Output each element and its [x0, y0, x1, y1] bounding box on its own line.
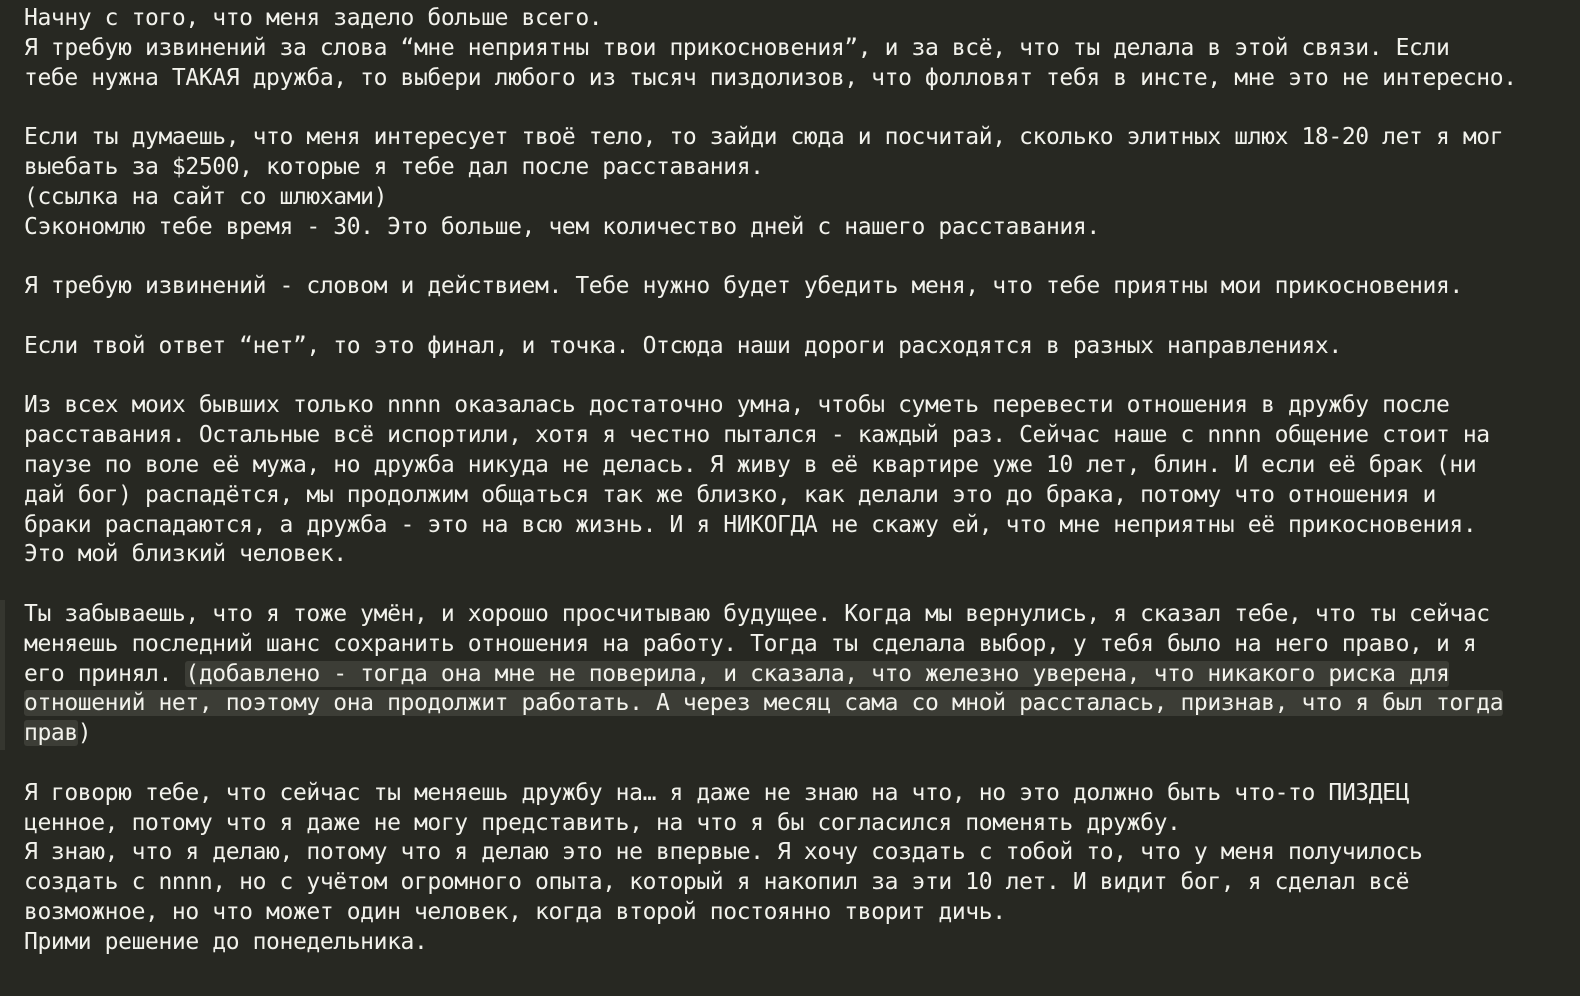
- text-line[interactable]: Ты забываешь, что я тоже умён, и хорошо просчитываю будущее. Когда мы вернулись, я сказал тебе, что ты сейчас: [24, 600, 1490, 627]
- text-line[interactable]: [24, 242, 1580, 272]
- text-line[interactable]: Начну с того, что меня задело больше всего.: [24, 5, 603, 31]
- text-line[interactable]: Если твой ответ “нет”, то это финал, и точка. Отсюда наши дороги расходятся в разных направлениях.: [24, 332, 1342, 359]
- text-line[interactable]: Я требую извинений - словом и действием. Тебе нужно будет убедить меня, что тебе приятны мои прикосновения.: [24, 273, 1463, 300]
- text-line[interactable]: Если ты думаешь, что меня интересует твоё тело, то зайди сюда и посчитай, сколько элитных шлюх 18-20 лет я мог: [24, 124, 1504, 151]
- text-line[interactable]: тебе нужна ТАКАЯ дружба, то выбери любого из тысяч пиздолизов, что фолловят тебя в инсте, мне это не интересно.: [24, 64, 1517, 91]
- text-line[interactable]: Это мой близкий человек.: [24, 541, 347, 568]
- text-line[interactable]: меняешь последний шанс сохранить отношения на работу. Тогда ты сделала выбор, у тебя было на него право, и я: [24, 630, 1477, 657]
- text-line[interactable]: [24, 749, 1580, 779]
- text-line[interactable]: выебать за $2500, которые я тебе дал после расставания.: [24, 153, 764, 180]
- text-line-partially-selected[interactable]: [24, 660, 1580, 690]
- text-line[interactable]: браки распадаются, а дружба - это на всю жизнь. И я НИКОГДА не скажу ей, что мне неприятны её прикосновения.: [24, 511, 1477, 538]
- text-line[interactable]: (ссылка на сайт со шлюхами): [24, 183, 388, 210]
- text-line[interactable]: Я говорю тебе, что сейчас ты меняешь дружбу на… я даже не знаю на что, но это должно быть что-то ПИЗДЕЦ: [24, 779, 1410, 806]
- text-line[interactable]: создать с nnnn, но с учётом огромного опыта, который я накопил за эти 10 лет. И видит бог, я сделал всё: [24, 869, 1410, 896]
- text-line[interactable]: ценное, потому что я даже не могу представить, на что я бы согласился поменять дружбу.: [24, 809, 1181, 836]
- text-line[interactable]: Я знаю, что я делаю, потому что я делаю это не впервые. Я хочу создать с тобой то, что у меня получилось: [24, 839, 1423, 866]
- text-line[interactable]: [24, 570, 1580, 600]
- text-line[interactable]: паузе по воле её мужа, но дружба никуда не делась. Я живу в её квартире уже 10 лет, блин. И если её брак (ни: [24, 451, 1477, 478]
- text-line[interactable]: Прими решение до понедельника.: [24, 928, 428, 955]
- text-line[interactable]: дай бог) распадётся, мы продолжим общаться так же близко, как делали это до брака, потому что отношения и: [24, 481, 1436, 508]
- selected-text[interactable]: отношений нет, поэтому она продолжит работать. А через месяц сама со мной рассталась, признав, что я был тогда: [24, 690, 1504, 717]
- text-line[interactable]: Я требую извинений за слова “мне неприятны твои прикосновения”, и за всё, что ты делала в этой связи. Если: [24, 34, 1450, 61]
- text-line[interactable]: [24, 302, 1580, 332]
- text-line[interactable]: [24, 362, 1580, 392]
- text-line[interactable]: [24, 93, 1580, 123]
- text-segment: его принял.: [24, 660, 186, 687]
- line-change-marker: [0, 600, 5, 750]
- text-line-partially-selected[interactable]: [24, 719, 1580, 749]
- text-line[interactable]: расставания. Остальные всё испортили, хотя я честно пытался - каждый раз. Сейчас наше с nnnn общение стоит на: [24, 422, 1490, 449]
- text-line[interactable]: Сэкономлю тебе время - 30. Это больше, чем количество дней с нашего расставания.: [24, 213, 1100, 240]
- selected-text[interactable]: (добавлено - тогда она мне не поверила, и сказала, что железно уверена, что никакого риска для: [185, 660, 1450, 687]
- text-segment: ): [77, 720, 92, 747]
- text-line[interactable]: возможное, но что может один человек, когда второй постоянно творит дичь.: [24, 898, 1006, 925]
- text-line-selected[interactable]: [24, 689, 1580, 719]
- selected-text[interactable]: прав: [24, 720, 78, 747]
- text-line[interactable]: Из всех моих бывших только nnnn оказалась достаточно умна, чтобы суметь перевести отношения в дружбу после: [24, 392, 1450, 419]
